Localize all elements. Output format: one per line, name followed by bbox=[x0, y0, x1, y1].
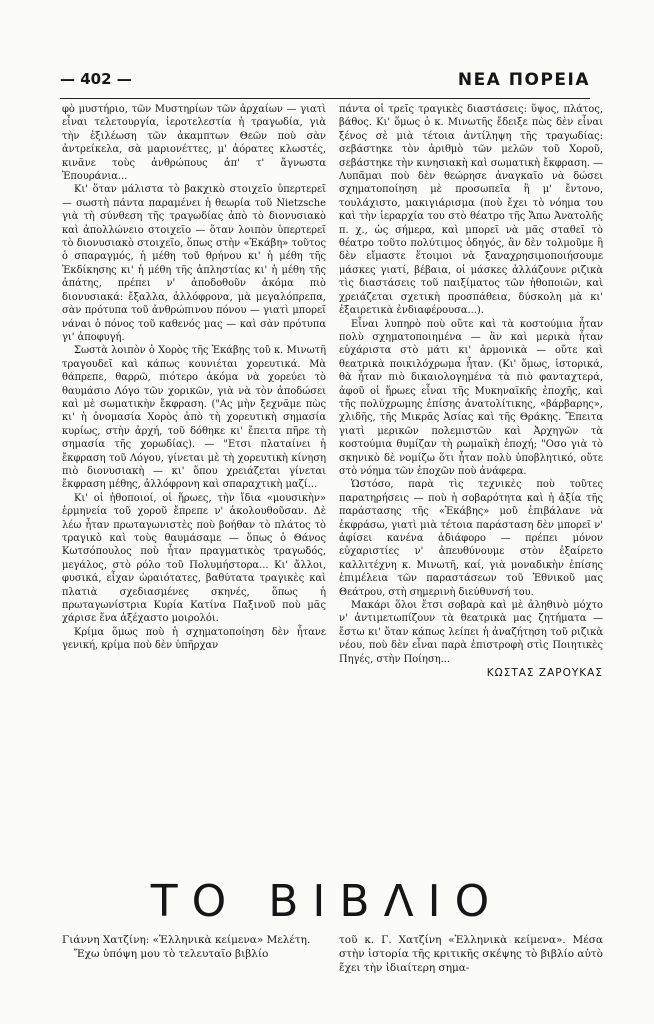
paragraph: πάντα οἱ τρεῖς τραγικὲς διαστάσεις: ὕψος, πλάτος, βάθος. Κι' ὅμως ὁ κ. Μινωτῆς ἔδειξε πὼς δὲν εἶναι ξένος σὲ μιὰ τέτοια ἀντίληψη τῆς τραγωδίας: σεβάστηκε τὸν ἀριθμὸ τῶν μελῶν τοῦ Χοροῦ, σεβάστηκε τὴν κινησιακὴ καὶ σωματικὴ ἔκφραση. — Λυπᾶμαι ποὺ δὲν θεώρησε ἀναγκαῖο νὰ δώσει σχηματοποίηση μὲ προσωπεῖα ἢ μ' ἔντονο, τουλάχιστο, μακιγιάρισμα (ποὺ ἔχει τὸ νόημα του καὶ τὴν ἱεραρχία του στὸ θέατρο τῆς Ἄπω Ἀνατολῆς π. χ., ὡς σήμερα, καὶ μπορεῖ νὰ μᾶς σταθεῖ τὸ θέατρο τοῦτο πολύτιμος ὁδηγός, ἂν δὲν τολμοῦμε ἢ δὲν εἴμαστε ἕτοιμοι νὰ ξαναχρησιμοποιήσουμε μάσκες γιατί, βέβαια, οἱ μάσκες ἀλλάζουνε ριζικὰ τὶς διαστάσεις τοῦ παιξίματος τῶν ἠθοποιῶν, καὶ χρειάζεται σχετικὴ προσπάθεια, δύσκολη μὰ κι' ἐξαιρετικὰ ἐνδιαφέρουσα...). bbox=[339, 104, 603, 317]
paragraph: Κι' οἱ ἠθοποιοί, οἱ ἥρωες, τὴν ἴδια «μουσικὴν» ἑρμηνεία τοῦ χοροῦ ἔπρεπε ν' ἀκολουθοῦσαν. Δὲ λέω ἦταν πρωταγωνιστὲς ποὺ βοήθαν τὸ πλάτος τὸ τραγικὸ καὶ τοὺς θαυμάσαμε — ὅπως ὁ Θάνος Κωτσόπουλος ποὺ ἦταν πραγματικὸς τραγωδός, μεγάλος, στὸ ρόλο τοῦ Πολυμήστορα... Κι' ἄλλοι, φυσικά, εἶχαν ὡραιότατες, βαθύτατα τραγικὲς καὶ πλατιὰ σχεδιασμένες σκηνές, ὅπως ἡ πρωταγωνίστρια Κυρία Κατίνα Παξινοῦ ποὺ μᾶς χάρισε ἕνα ἀξέχαστο μοιρολόι. bbox=[62, 492, 326, 625]
paragraph: τοῦ κ. Γ. Χατζίνη «Ἑλληνικὰ κείμενα». Μέσα στὴν ἱστορία τῆς κριτικῆς σκέψης τὸ βιβλίο αὐτὸ ἔχει τὴν ἰδιαίτερη σημα- bbox=[339, 934, 603, 974]
header-rule bbox=[60, 98, 590, 99]
article-column-left bbox=[62, 103, 326, 653]
article-column-right bbox=[339, 103, 603, 680]
journal-title: ΝΕΑ ΠΟΡΕΙΑ bbox=[457, 70, 590, 90]
book-review-column-left bbox=[62, 933, 326, 961]
paragraph: Ἔχω ὑπόψη μου τὸ τελευταῖο βιβλίο bbox=[74, 948, 269, 960]
paragraph: Κι' ὅταν μάλιστα τὸ βακχικὸ στοιχεῖο ὑπερτερεῖ — σωστὴ πάντα παραμένει ἡ θεωρία τοῦ Nietzsche γιὰ τὴ σύνθεση τῆς τραγωδίας ἀπὸ τὸ διονυσιακὸ καὶ ἀπολλώνειο στοιχεῖο — ὅταν λοιπὸν ὑπερτερεῖ τὸ διονυσιακὸ στοιχεῖο, ὅπως στὴν «Ἑκάβη» τοῦτος ὁ σπαραγμός, ἡ μέθη τοῦ θρήνου κι' ἡ μέθη τῆς Ἐκδίκησης κι' ἡ μέθη τῆς ἀπληστίας κι' ἡ μέθη τῆς ἀπάτης, πρέπει ν' ἀποδοθοῦν ἀκόμα πιὸ διονυσιακά: ἔξαλλα, ἀλλόφρονα, μὰ μεγαλόπρεπα, σὰν πρότυπα τοῦ ἀνθρώπινου πόνου — γιατὶ μπορεῖ νάναι ὁ πόνος τοῦ καθενός μας — καὶ σὰν πρότυπα γι' ἀποφυγή. bbox=[62, 184, 326, 343]
paragraph: Κρίμα ὅμως ποὺ ἡ σχηματοποίηση δὲν ἦτανε γενική, κρίμα ποὺ δὲν ὑπῆρχαν bbox=[62, 626, 326, 652]
section-title: ΤΟ ΒΙΒΛΙΟ bbox=[150, 876, 504, 927]
page-header bbox=[60, 70, 590, 94]
paragraph: Ὡστόσο, παρὰ τὶς τεχνικὲς ποὺ τοῦτες παρατηρήσεις — ποὺ ἡ σοβαρότητα καὶ ἡ ἀξία τῆς παράστασης τῆς «Ἑκάβης» μοῦ ἐπιβάλανε νὰ ἐκφράσω, γιατὶ μιὰ τέτοια παράσταση δὲν μπορεῖ ν' ἀφίσει κανένα ἀδιάφορο — πρέπει μόνον εὐχαριστίες ν' ἀπευθύνουμε στὸν ἐξαίρετο καλλιτέχνη κ. Μινωτῆ, καί, γιὰ μοναδικὴν ἐπίσης ἐπιμέλεια τῶν παραστάσεων τοῦ Ἐθνικοῦ μας Θεάτρου, στὴ σημερινὴ διεύθυνσή του. bbox=[339, 479, 603, 598]
paragraph: Εἶναι λυπηρὸ ποὺ οὔτε καὶ τὰ κοστούμια ἦταν πολὺ σχηματοποιημένα — ἂν καὶ μερικὰ ἦταν εὐχάριστα στὸ μάτι κι' ἁρμονικὰ — οὔτε καὶ θεατρικὰ ποικιλόχρωμα ἦταν. (Κι' ὅμως, ἱστορικά, θὰ ἦταν πιὸ δικαιολογημένα τὰ πιὸ φανταχτερά, ἀφοῦ οἱ ἥρωες εἶναι τῆς Μυκηναϊκῆς ἐποχῆς, καὶ τῆς πολύχρωμης ἐπίσης ἀνατολίτικης, «βάρβαρης», χλιδῆς, τῆς Μικρᾶς Ἀσίας καὶ τῆς Θράκης. Ἔπειτα γιατὶ μερικῶν πολεμιστῶν καὶ Ἀρχηγῶν τὰ κοστούμια θυμίζαν τὴ ρωμαϊκὴ ἐποχή; "Οσο γιὰ τὸ σκηνικὸ δὲ νομίζω ὅτι ἦταν πολὺ ὑποβλητικό, οὔτε στὸ νόημα τῶν ἐποχῶν ποὺ ἀνάφερα. bbox=[339, 318, 603, 477]
paragraph: Σωστὰ λοιπὸν ὁ Χορὸς τῆς Ἑκάβης τοῦ κ. Μινωτῆ τραγουδεῖ καὶ κάπως κουνιέται χορευτικά. Μὰ θάπρεπε, θαρρῶ, πιότερο ἀκόμα νὰ χορεύει τὸ θαυμάσιο Λόγο τῶν χορικῶν, γιὰ νὰ τὸν ἀποδώσει καὶ μὲ σωματικὴν ἔκφραση. ("Ας μὴν ξεχνᾶμε πὼς κι' ἡ ὀνομασία Χορὸς ἀπὸ τὴ χορευτικὴ σημασία κυρίως, στὴν ἀρχή, τοῦ δόθηκε κι' ἔπειτα πῆρε τὴ σημασία τῆς χορωδίας). — "Ετσι πλαταίνει ἡ ἔκφραση τοῦ Λόγου, γίνεται μὲ τὴ χορευτικὴ κίνηση πιὸ διονυσιακὴ — κι' ὅπου χρειάζεται γίνεται ἔκφραση μέθης, ἀλλόφρονη καὶ σπαραχτικὴ μαζί... bbox=[62, 345, 326, 491]
paragraph: φὸ μυστήριο, τῶν Μυστηρίων τῶν ἀρχαίων — γιατὶ εἶναι τελετουργία, ἱεροτελεστία ἡ τραγωδία, γιὰ τὴν ἐξιλέωση τῶν ἀκαμπτων Θεῶν ποὺ σὰν ἀντρείκελα, σὰ μαριονέττες, μ' ἀόρατες κλωστές, κινᾶνε τοὺς ἀνθρώπους ἀπ' τ' ἄγνωστα Ἐπουράνια... bbox=[62, 104, 326, 183]
book-citation: Γιάννη Χατζίνη: «Ἑλληνικὰ κείμενα» Μελέτη. bbox=[62, 934, 311, 946]
author-signature: ΚΩΣΤΑΣ ΖΑΡΟΥΚΑΣ bbox=[486, 667, 603, 680]
book-review-column-right bbox=[339, 933, 603, 975]
paragraph: Μακάρι ὅλοι ἔτσι σοβαρὰ καὶ μὲ ἀληθινὸ μόχτο ν' ἀντιμετωπίζουν τὰ θεατρικὰ μας ζητήματα — ἔστω κι' ὅταν κάπως λείπει ἡ ἀναζήτηση τοῦ ριζικὰ νέου, ποὺ δὲν εἶναι παρὰ ἐπιστροφὴ στὶς Ποιητικὲς Πηγές, στὴν Ποίηση... bbox=[339, 600, 603, 665]
page-number: — 402 — bbox=[60, 70, 132, 88]
